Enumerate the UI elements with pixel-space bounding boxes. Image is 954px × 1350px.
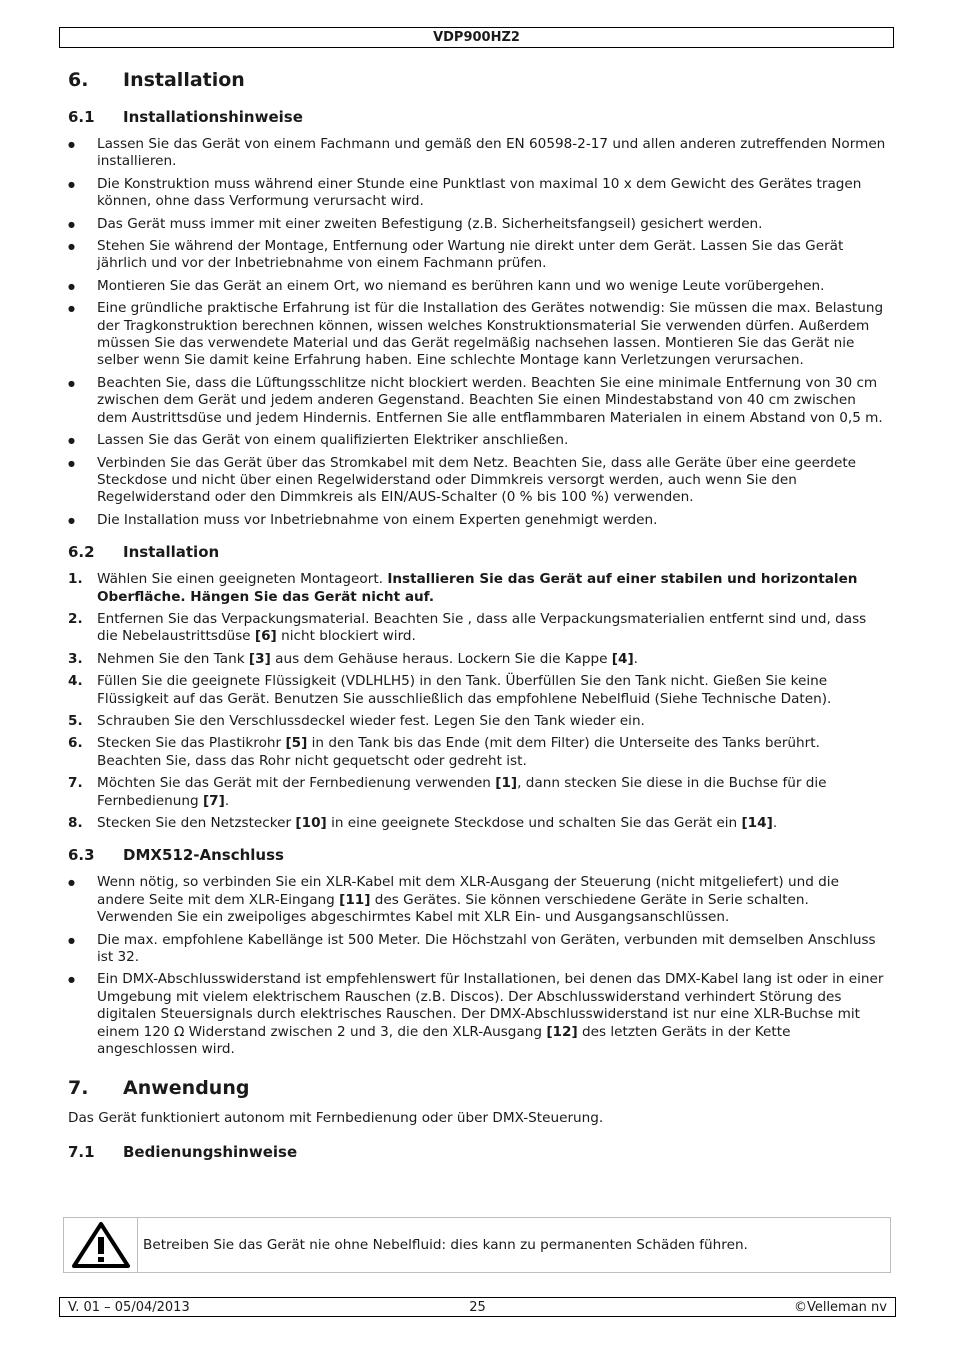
subsection-number: 7.1 [68,1142,95,1161]
section-title: Installation [123,69,245,91]
part-reference: [6] [254,628,277,645]
list-item: ● Das Gerät muss immer mit einer zweiten Befestigung (z.B. Sicherheitsfangseil) gesichert werden. [68,216,886,233]
step-number: 8. [68,815,83,831]
step-item [68,713,886,730]
step-text: Stecken Sie das Plastikrohr [97,735,286,752]
list-item: ● Beachten Sie, dass die Lüftungsschlitze nicht blockiert werden. Beachten Sie eine minimale Entfernung von 30 cm zwischen dem Gerät und jedem anderen Gegenstand. Beachten Sie einen Mindestabstand von 40 cm zwischen dem Austrittsdüse und jedem Hindernis. Entfernen Sie alle entflammbaren Materialen in einem Abstand von 0,5 m. [68,375,886,427]
warning-triangle-icon [71,1221,131,1269]
step-text: nicht blockiert wird. [276,628,416,645]
list-item: ● Lassen Sie das Gerät von einem Fachmann und gemäß den EN 60598-2-17 und allen anderen zutreffenden Normen installieren. [68,136,886,171]
item-text: Die max. empfohlene Kabellänge ist 500 Meter. Die Höchstzahl von Geräten, verbunden mit demselben Anschluss ist 32. [97,931,876,966]
step-text: Füllen Sie die geeignete Flüssigkeit (VDLHLH5) in den Tank. Überfüllen Sie den Tank nicht. Gießen Sie keine Flüssigkeit auf das Gerät. Benutzen Sie ausschließlich das empfohlene Nebelfluid (Siehe Technische Daten). [97,673,832,707]
step-item [68,673,886,708]
step-text: . [772,815,778,831]
part-reference: [10] [295,815,327,831]
subsection-title: Installation [123,543,220,562]
subsection-6-1-heading [68,106,886,128]
part-reference: [3] [248,650,271,667]
item-text: des Gerätes. Sie können verschiedene Geräte in Serie schalten. Verwenden Sie ein zweipoliges abgeschirmtes Kabel mit XLR Ein- und Ausgangsanschlüssen. [97,891,809,926]
step-text: Entfernen Sie das Verpackungsmaterial. Beachten Sie , dass alle Verpackungsmaterialien entfernt sind und, dass die Nebelaustrittsdüse [97,610,867,645]
section-number: 6. [68,69,89,91]
item-text: Ein DMX-Abschlusswiderstand ist empfehlenswert für Installationen, bei denen das DMX-Kabel lang ist oder in einer Umgebung mit vielem elektrischem Rauschen (z.B. Discos). Der Abschlusswiderstand verhindert Störung des digitalen Steuersignals durch elektrisches Rauschen. Der DMX-Abschlusswiderstand ist nur eine XLR-Buchse mit einem 120 Ω Widerstand zwischen 2 und 3, die den XLR-Ausgang [97,971,884,1040]
warning-box [63,1217,891,1273]
step-item [68,815,886,832]
list-item: ● Die Installation muss vor Inbetriebnahme von einem Experten genehmigt werden. [68,512,886,529]
part-reference: [1] [495,775,518,792]
list-item: ● Montieren Sie das Gerät an einem Ort, wo niemand es berühren kann und wo wenige Leute vorübergehen. [68,278,886,295]
step-text: Schrauben Sie den Verschlussdeckel wieder fest. Legen Sie den Tank wieder ein. [97,712,645,729]
list-item [68,874,886,926]
step-text: . [633,650,638,667]
list-item [68,932,886,967]
step-text: Wählen Sie einen geeigneten Montageort. [97,571,388,588]
part-reference: [12] [546,1023,578,1040]
step-text: . [224,792,230,809]
section-number: 7. [68,1077,89,1100]
item-text: Wenn nötig, so verbinden Sie ein XLR-Kabel mit dem XLR-Ausgang der Steuerung (nicht mitgeliefert) und die andere Seite mit dem XLR-Eingang [97,874,839,908]
subsection-title: Installationshinweise [123,108,303,126]
document-footer [59,1297,896,1317]
section-title: Anwendung [123,1077,250,1100]
part-reference: [14] [741,815,773,831]
warning-text: Betreiben Sie das Gerät nie ohne Nebelfluid: dies kann zu permanenten Schäden führen. [143,1237,748,1253]
list-item [68,971,886,1058]
step-text: in den Tank bis das Ende (mit dem Filter) die Unterseite des Tanks berührt. Beachten Sie, dass das Rohr nicht gequetscht oder gedreht ist. [97,735,820,769]
subsection-title: DMX512-Anschluss [123,846,284,865]
footer-copyright: ©Velleman nv [793,1299,887,1315]
step-item [68,611,886,646]
installation-steps-list [68,571,886,832]
step-number: 1. [68,571,83,588]
step-text: aus dem Gehäuse heraus. Lockern Sie die Kappe [270,650,612,667]
subsection-6-2-heading [68,541,886,563]
list-item: ● Die Konstruktion muss während einer Stunde eine Punktlast von maximal 10 x dem Gewicht des Gerätes tragen können, ohne dass Verformung verursacht wird. [68,176,886,211]
step-text: in eine geeignete Steckdose und schalten Sie das Gerät ein [326,815,742,831]
step-number: 5. [68,712,83,729]
list-item: ● Lassen Sie das Gerät von einem qualifizierten Elektriker anschließen. [68,432,886,449]
step-number: 7. [68,775,83,792]
footer-page-number: 25 [469,1299,486,1315]
step-item [68,571,886,606]
subsection-6-3-heading [68,844,886,866]
dmx-notes-list [68,874,886,1058]
list-item: ● Eine gründliche praktische Erfahrung ist für die Installation des Gerätes notwendig: Sie müssen die max. Belastung der Tragkonstruktion berechnen können, wissen welches Konstruktionsmaterial Sie verwenden dürfen. Außerdem müssen Sie das verwendete Material und das Gerät regelmäßig nachsehen lassen. Montieren Sie das Gerät nie selber wenn Sie damit keine Erfahrung haben. Eine schlechte Montage kann Verletzungen verursachen. [68,300,886,370]
section-7-intro: Das Gerät funktioniert autonom mit Fernbedienung oder über DMX-Steuerung. [68,1110,604,1127]
part-reference: [11] [339,891,371,908]
document-header [59,27,894,48]
step-number: 3. [68,650,83,667]
step-text: Stecken Sie den Netzstecker [97,815,296,831]
step-text: Nehmen Sie den Tank [97,650,249,667]
subsection-number: 6.2 [68,543,95,562]
list-item: ● Verbinden Sie das Gerät über das Stromkabel mit dem Netz. Beachten Sie, dass alle Geräte über eine geerdete Steckdose und nicht über einen Regelwiderstand oder Dimmkreis versorgt werden, auch wenn Sie den Regelwiderstand oder den Dimmkreis als EIN/AUS-Schalter (0 % bis 100 %) verwenden. [68,455,886,507]
step-number: 2. [68,610,83,627]
part-reference: [5] [285,735,308,752]
warning-icon-cell [64,1218,138,1272]
section-7-heading [68,1074,886,1102]
footer-version: V. 01 – 05/04/2013 [68,1299,190,1315]
step-item [68,735,886,770]
subsection-title: Bedienungshinweise [123,1142,298,1161]
step-text-bold: Installieren Sie das Gerät auf einer stabilen und horizontalen Oberfläche. Hängen Sie das Gerät nicht auf. [97,571,858,605]
step-text: , dann stecken Sie diese in die Buchse für die Fernbedienung [97,775,827,809]
subsection-number: 6.3 [68,846,95,865]
step-number: 4. [68,673,83,690]
list-item: ● Stehen Sie während der Montage, Entfernung oder Wartung nie direkt unter dem Gerät. Lassen Sie das Gerät jährlich und vor der Inbetriebnahme von einem Fachmann prüfen. [68,238,886,273]
page-content [68,66,886,1162]
part-reference: [7] [202,792,225,809]
section-6-heading [68,66,886,94]
part-reference: [4] [611,650,634,667]
step-item [68,775,886,810]
step-number: 6. [68,735,83,752]
installation-notes-list [68,136,886,529]
step-text: Möchten Sie das Gerät mit der Fernbedienung verwenden [97,775,496,792]
model-title: VDP900HZ2 [433,30,520,45]
subsection-number: 6.1 [68,108,95,126]
subsection-7-1-heading [68,1142,886,1162]
item-text: des letzten Geräts in der Kette angeschlossen wird. [97,1023,791,1058]
step-item [68,651,886,668]
